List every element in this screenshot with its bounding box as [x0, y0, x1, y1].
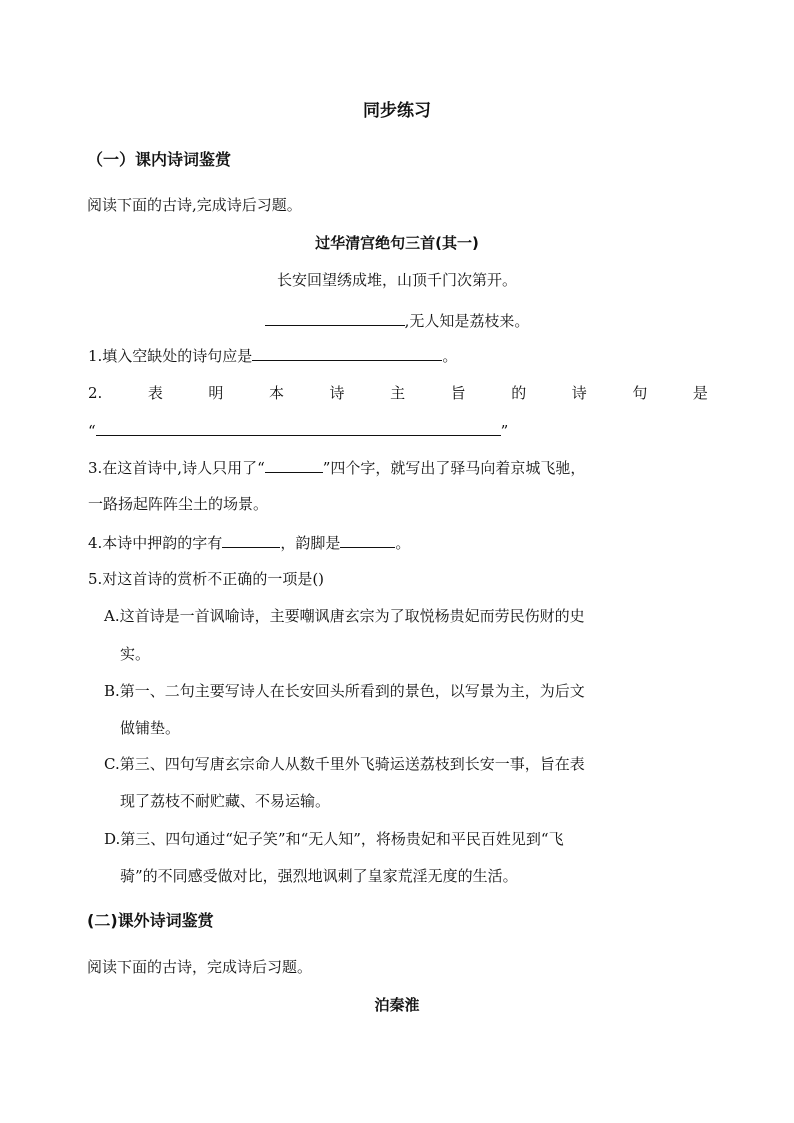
option-a-line-1[interactable]: A.这首诗是一首讽喻诗，主要嘲讽唐玄宗为了取悦杨贵妃而劳民伤财的史 — [104, 607, 585, 625]
question-1 — [88, 345, 457, 366]
question-2-char: 诗 — [571, 384, 587, 402]
question-4-blank-2[interactable] — [340, 532, 395, 548]
question-4-mid: ，韵脚是 — [280, 534, 341, 552]
option-d-line-2: 骑”的不同感受做对比，强烈地讽刺了皇家荒淫无度的生活。 — [120, 867, 518, 885]
question-2-char: 主 — [390, 384, 406, 402]
question-3-suffix: ”四个字，就写出了驿马向着京城飞驰， — [322, 459, 586, 477]
poem-line-1: 长安回望绣成堆，山顶千门次第开。 — [276, 271, 517, 289]
poem-title: 过华清宫绝句三首(其一) — [315, 234, 479, 252]
question-3-continued: 一路扬起阵阵尘土的场景。 — [88, 495, 269, 513]
question-4 — [88, 532, 410, 553]
question-3-prefix: 3.在这首诗中,诗人只用了“ — [88, 459, 265, 477]
page-title: 同步练习 — [363, 101, 431, 121]
question-2-char: 2. — [88, 384, 103, 402]
section2-poem-title: 泊秦淮 — [374, 996, 420, 1014]
question-2-char: 是 — [692, 384, 708, 402]
question-3-blank[interactable] — [265, 457, 323, 473]
option-a-line-2: 实。 — [120, 645, 151, 663]
question-1-blank[interactable] — [252, 345, 442, 361]
question-2-answer-line — [88, 420, 508, 441]
option-b-line-1[interactable]: B.第一、二句主要写诗人在长安回头所看到的景色，以写景为主，为后文 — [104, 682, 585, 700]
question-2-open-quote: “ — [88, 422, 96, 440]
question-2-line — [88, 383, 708, 403]
option-c-line-1[interactable]: C.第三、四句写唐玄宗命人从数千里外飞骑运送荔枝到长安一事，旨在表 — [104, 755, 585, 773]
poem-line-2-text: ,无人知是荔枝来。 — [404, 312, 530, 330]
section1-instruction: 阅读下面的古诗,完成诗后习题。 — [87, 196, 302, 214]
question-2-char: 本 — [268, 384, 284, 402]
question-4-suffix: 。 — [395, 534, 411, 552]
option-c-line-2: 现了荔枝不耐贮藏、不易运输。 — [120, 792, 331, 810]
question-2-char: 表 — [147, 384, 163, 402]
question-2-char: 句 — [632, 384, 648, 402]
question-4-blank-1[interactable] — [222, 532, 280, 548]
question-2-char: 诗 — [329, 384, 345, 402]
section1-heading: （一）课内诗词鉴赏 — [87, 150, 232, 169]
section2-instruction: 阅读下面的古诗，完成诗后习题。 — [87, 958, 313, 976]
section2-heading: (二)课外诗词鉴赏 — [87, 911, 214, 930]
option-d-line-1[interactable]: D.第三、四句通过“妃子笑”和“无人知”，将杨贵妃和平民百姓见到“飞 — [104, 830, 564, 848]
question-1-suffix: 。 — [442, 347, 458, 365]
question-2-char: 明 — [208, 384, 224, 402]
question-5-stem: 5.对这首诗的赏析不正确的一项是() — [88, 570, 325, 588]
question-2-blank[interactable] — [96, 420, 501, 436]
question-2-char: 的 — [511, 384, 527, 402]
poem-blank[interactable] — [265, 310, 405, 326]
question-3 — [88, 457, 585, 478]
question-2-close-quote: ” — [500, 422, 509, 440]
question-1-prefix: 1.填入空缺处的诗句应是 — [88, 347, 253, 365]
poem-line-2 — [0, 310, 794, 331]
option-b-line-2: 做铺垫。 — [120, 719, 181, 737]
question-2-char: 旨 — [450, 384, 466, 402]
question-4-prefix: 4.本诗中押韵的字有 — [88, 534, 223, 552]
